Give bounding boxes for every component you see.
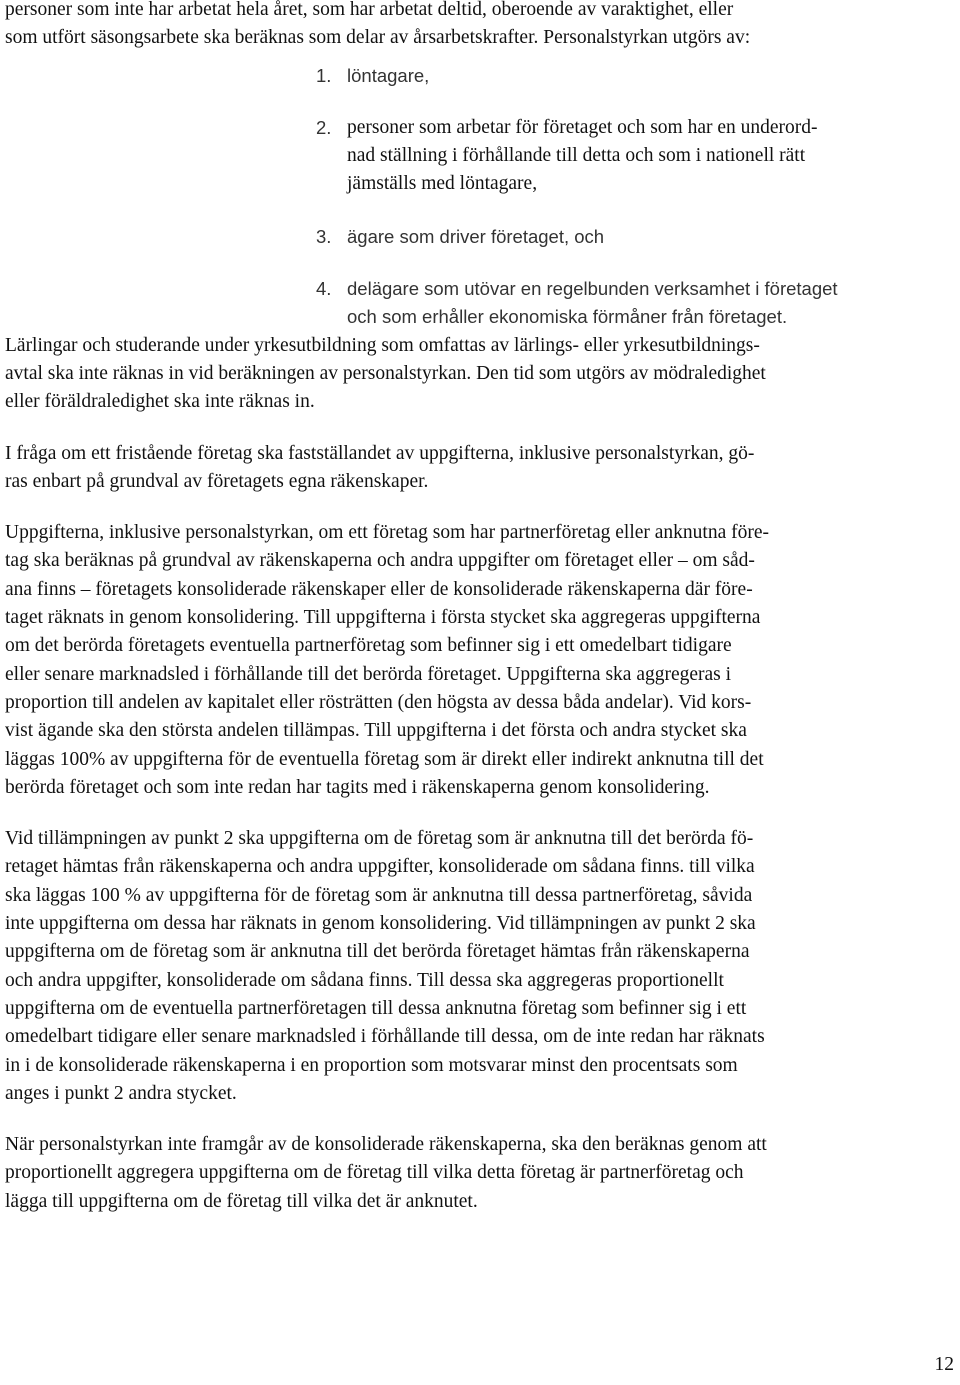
- text-line: proportion till andelen av kapitalet eller rösträtten (den högsta av dessa båda andelar). Vid kors-: [5, 691, 752, 713]
- text-line: inte uppgifterna om dessa har räknats in genom konsolidering. Vid tillämpningen av punkt 2 ska: [5, 913, 756, 935]
- list-item-3: [5, 223, 958, 251]
- text-line: berörda företaget och som inte redan har tagits med i räkenskaperna genom konsolidering.: [5, 776, 710, 798]
- text-line: ska läggas 100 % av uppgifterna för de företag som är anknutna till dessa partnerföretag, såvida: [5, 884, 753, 906]
- list-item-4: [5, 275, 958, 332]
- document-page: [5, 0, 958, 1216]
- list-text: [347, 275, 958, 332]
- list-text: ägare som driver företaget, och: [347, 225, 605, 247]
- paragraph-partner: [5, 519, 958, 802]
- text-line: anges i punkt 2 andra stycket.: [5, 1082, 237, 1104]
- paragraph-personnel: [5, 1131, 958, 1216]
- text-line: in i de konsoliderade räkenskaperna i en proportion som motsvarar minst den procentsats som: [5, 1054, 738, 1076]
- paragraph-independent: [5, 440, 958, 497]
- text-line: uppgifterna om de eventuella partnerföretagen till dessa anknutna företag som befinner sig i ett: [5, 997, 747, 1019]
- personnel-list: [5, 62, 958, 332]
- text-line: vist ägande ska den största andelen tillämpas. Till uppgifterna i det första och andra stycket ska: [5, 720, 747, 742]
- text-line: och andra uppgifter, konsoliderade om sådana finns. Till dessa ska aggregeras proportionellt: [5, 969, 724, 991]
- paragraph-linked: [5, 825, 958, 1108]
- text-line: nad ställning i förhållande till detta och som i nationell rätt: [347, 145, 806, 167]
- intro-line-1: personer som inte har arbetat hela året, som har arbetat deltid, oberoende av varaktighet, eller: [5, 0, 734, 20]
- text-line: uppgifterna om de företag som är anknutna till det berörda företaget hämtas från räkenskaperna: [5, 941, 750, 963]
- list-number: 1.: [316, 64, 332, 86]
- text-line: Lärlingar och studerande under yrkesutbildning som omfattas av lärlings- eller yrkesutbildnings-: [5, 334, 760, 356]
- page-number: 12: [934, 1354, 954, 1375]
- list-number: 4.: [316, 278, 332, 300]
- text-line: eller senare marknadsled i förhållande till det berörda företaget. Uppgifterna ska aggregeras i: [5, 663, 732, 685]
- text-line: eller föräldraledighet ska inte räknas in.: [5, 391, 315, 413]
- intro-paragraph: [5, 0, 958, 53]
- text-line: taget räknats in genom konsolidering. Till uppgifterna i första stycket ska aggregeras uppgifterna: [5, 607, 761, 629]
- list-number: 3.: [316, 225, 332, 247]
- text-line: Vid tillämpningen av punkt 2 ska uppgifterna om de företag som är anknutna till det berörda fö-: [5, 828, 754, 850]
- text-line: När personalstyrkan inte framgår av de konsoliderade räkenskaperna, ska den beräknas genom att: [5, 1134, 767, 1156]
- paragraph-apprentices: [5, 332, 958, 417]
- text-line: Uppgifterna, inklusive personalstyrkan, om ett företag som har partnerföretag eller anknutna före-: [5, 522, 770, 544]
- text-line: delägare som utövar en regelbunden verksamhet i företaget: [347, 278, 838, 300]
- list-text: löntagare,: [347, 64, 430, 86]
- text-line: om det berörda företagets eventuella partnerföretag som befinner sig i ett omedelbart tidigare: [5, 635, 732, 657]
- text-line: ras enbart på grundval av företagets egna räkenskaper.: [5, 470, 429, 492]
- text-line: proportionellt aggregera uppgifterna om de företag till vilka detta företag är partnerföretag och: [5, 1162, 744, 1184]
- list-text: [347, 114, 958, 199]
- text-line: lägga till uppgifterna om de företag till vilka det är anknutet.: [5, 1190, 478, 1212]
- list-item-1: [5, 62, 958, 90]
- text-line: ana finns – företagets konsoliderade räkenskaper eller de konsoliderade räkenskaperna där före-: [5, 578, 753, 600]
- text-line: tag ska beräknas på grundval av räkenskaperna och andra uppgifter om företaget eller – om såd-: [5, 550, 755, 572]
- text-line: jämställs med löntagare,: [347, 173, 538, 195]
- text-line: retaget hämtas från räkenskaperna och andra uppgifter, konsoliderade om sådana finns. till vilka: [5, 856, 755, 878]
- list-item-2: [5, 114, 958, 199]
- text-line: läggas 100% av uppgifterna för de eventuella företag som är direkt eller indirekt anknutna till det: [5, 748, 764, 770]
- text-line: I fråga om ett fristående företag ska fastställandet av uppgifterna, inklusive personalstyrkan, gö-: [5, 442, 755, 464]
- text-line: avtal ska inte räknas in vid beräkningen av personalstyrkan. Den tid som utgörs av mödraledighet: [5, 362, 766, 384]
- text-line: och som erhåller ekonomiska förmåner från företaget.: [347, 306, 788, 328]
- text-line: personer som arbetar för företaget och som har en underord-: [347, 116, 818, 138]
- intro-line-2: som utfört säsongsarbete ska beräknas som delar av årsarbetskrafter. Personalstyrkan utgörs av:: [5, 27, 751, 49]
- text-line: omedelbart tidigare eller senare marknadsled i förhållande till dessa, om de inte redan har räknats: [5, 1026, 765, 1048]
- list-number: 2.: [316, 116, 332, 138]
